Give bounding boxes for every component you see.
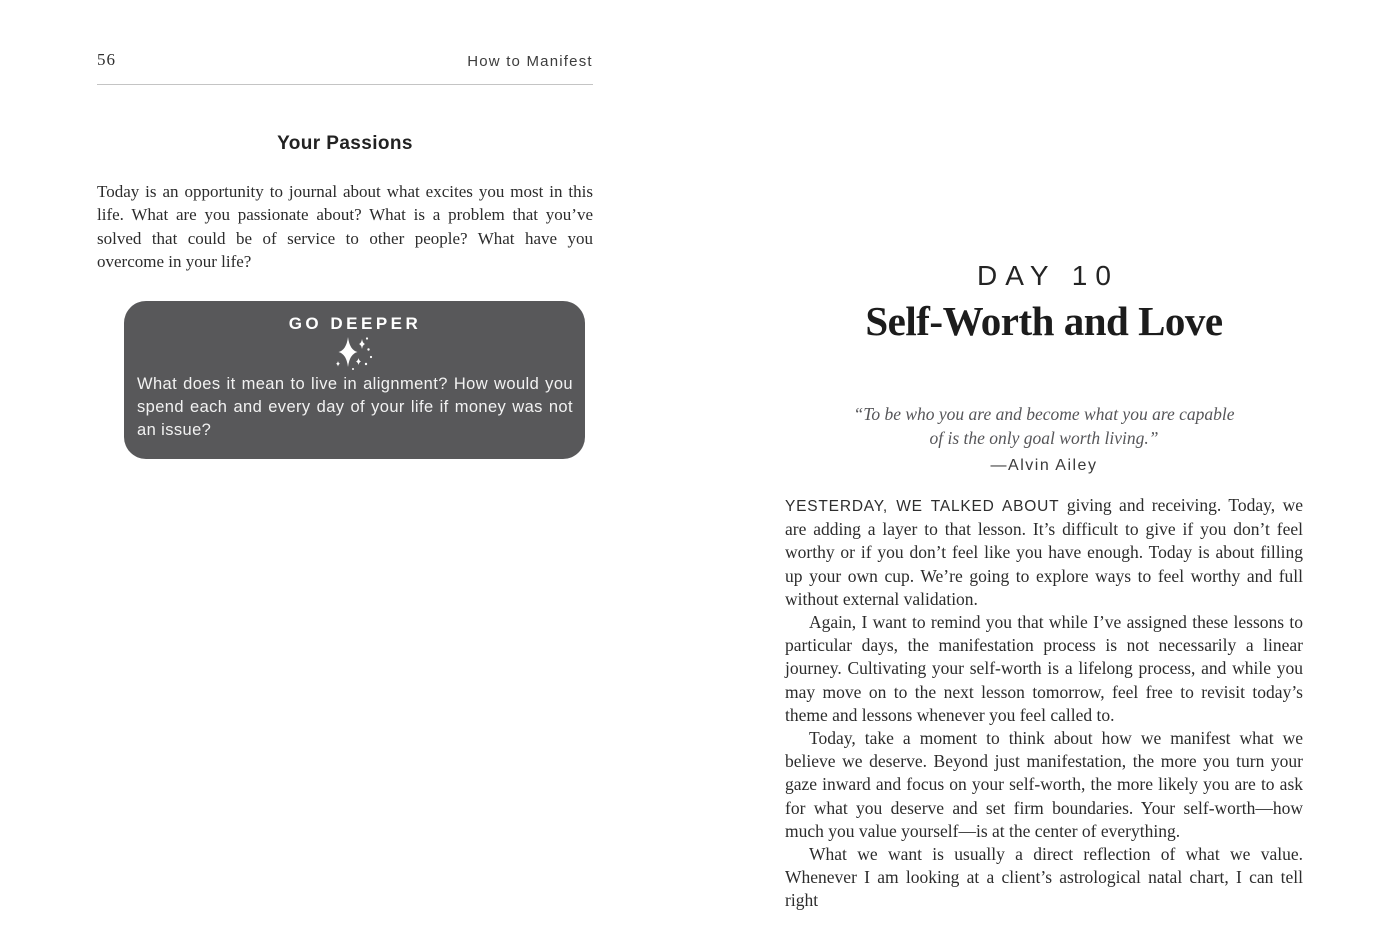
quote-line: of is the only goal worth living.”: [929, 427, 1159, 448]
body-paragraph: What we want is usually a direct reflection of what we value. Whenever I am looking at a client’s astrological natal chart, I can tell right: [785, 844, 1303, 911]
left-body-paragraph: Today is an opportunity to journal about what excites you most in this life. What are you passionate about? What is a problem that you’ve solved that could be of service to other people? What have you overcome in your life?: [97, 182, 593, 271]
section-title: Your Passions: [277, 133, 413, 154]
body-paragraph: Today, take a moment to think about how we manifest what we believe we deserve. Beyond just manifestation, the more you turn your gaze inward and focus on your self-worth, the more likely you are to ask for what you deserve and set firm boundaries. Your self-worth—how much you value yourself—is at the center of everything.: [785, 728, 1303, 841]
callout-text: What does it mean to live in alignment? How would you spend each and every day of your life if money was not an issue?: [137, 375, 573, 439]
sparkle-icon: [137, 335, 573, 371]
paragraph-lead-in: YESTERDAY, WE TALKED ABOUT: [785, 498, 1060, 515]
page-number: 56: [97, 50, 116, 69]
quote-line: “To be who you are and become what you are capable: [853, 404, 1235, 424]
chapter-body: [785, 494, 1303, 913]
day-kicker: DAY 10: [977, 260, 1119, 291]
chapter-title: Self-Worth and Love: [865, 298, 1223, 344]
body-paragraph: YESTERDAY, WE TALKED ABOUT giving and receiving. Today, we are adding a layer to that lesson. It’s difficult to give if you don’t feel worthy or if you don’t feel like you have enough. Today is about filling up your own cup. We’re going to explore ways to feel worthy and full without external validation.: [785, 495, 1303, 609]
body-paragraph: Again, I want to remind you that while I’ve assigned these lessons to particular days, the manifestation process is not necessarily a linear journey. Cultivating your self-worth is a lifelong process, and while you may move on to the next lesson tomorrow, feel free to revisit today’s theme and lessons whenever you feel called to.: [785, 612, 1303, 725]
quote-attribution: —Alvin Ailey: [990, 457, 1098, 474]
header-rule: [97, 84, 593, 85]
epigraph-quote: [785, 403, 1303, 450]
epigraph: [785, 403, 1303, 475]
go-deeper-callout: [124, 301, 585, 459]
callout-title: GO DEEPER: [288, 314, 422, 333]
running-header: How to Manifest: [467, 53, 593, 70]
